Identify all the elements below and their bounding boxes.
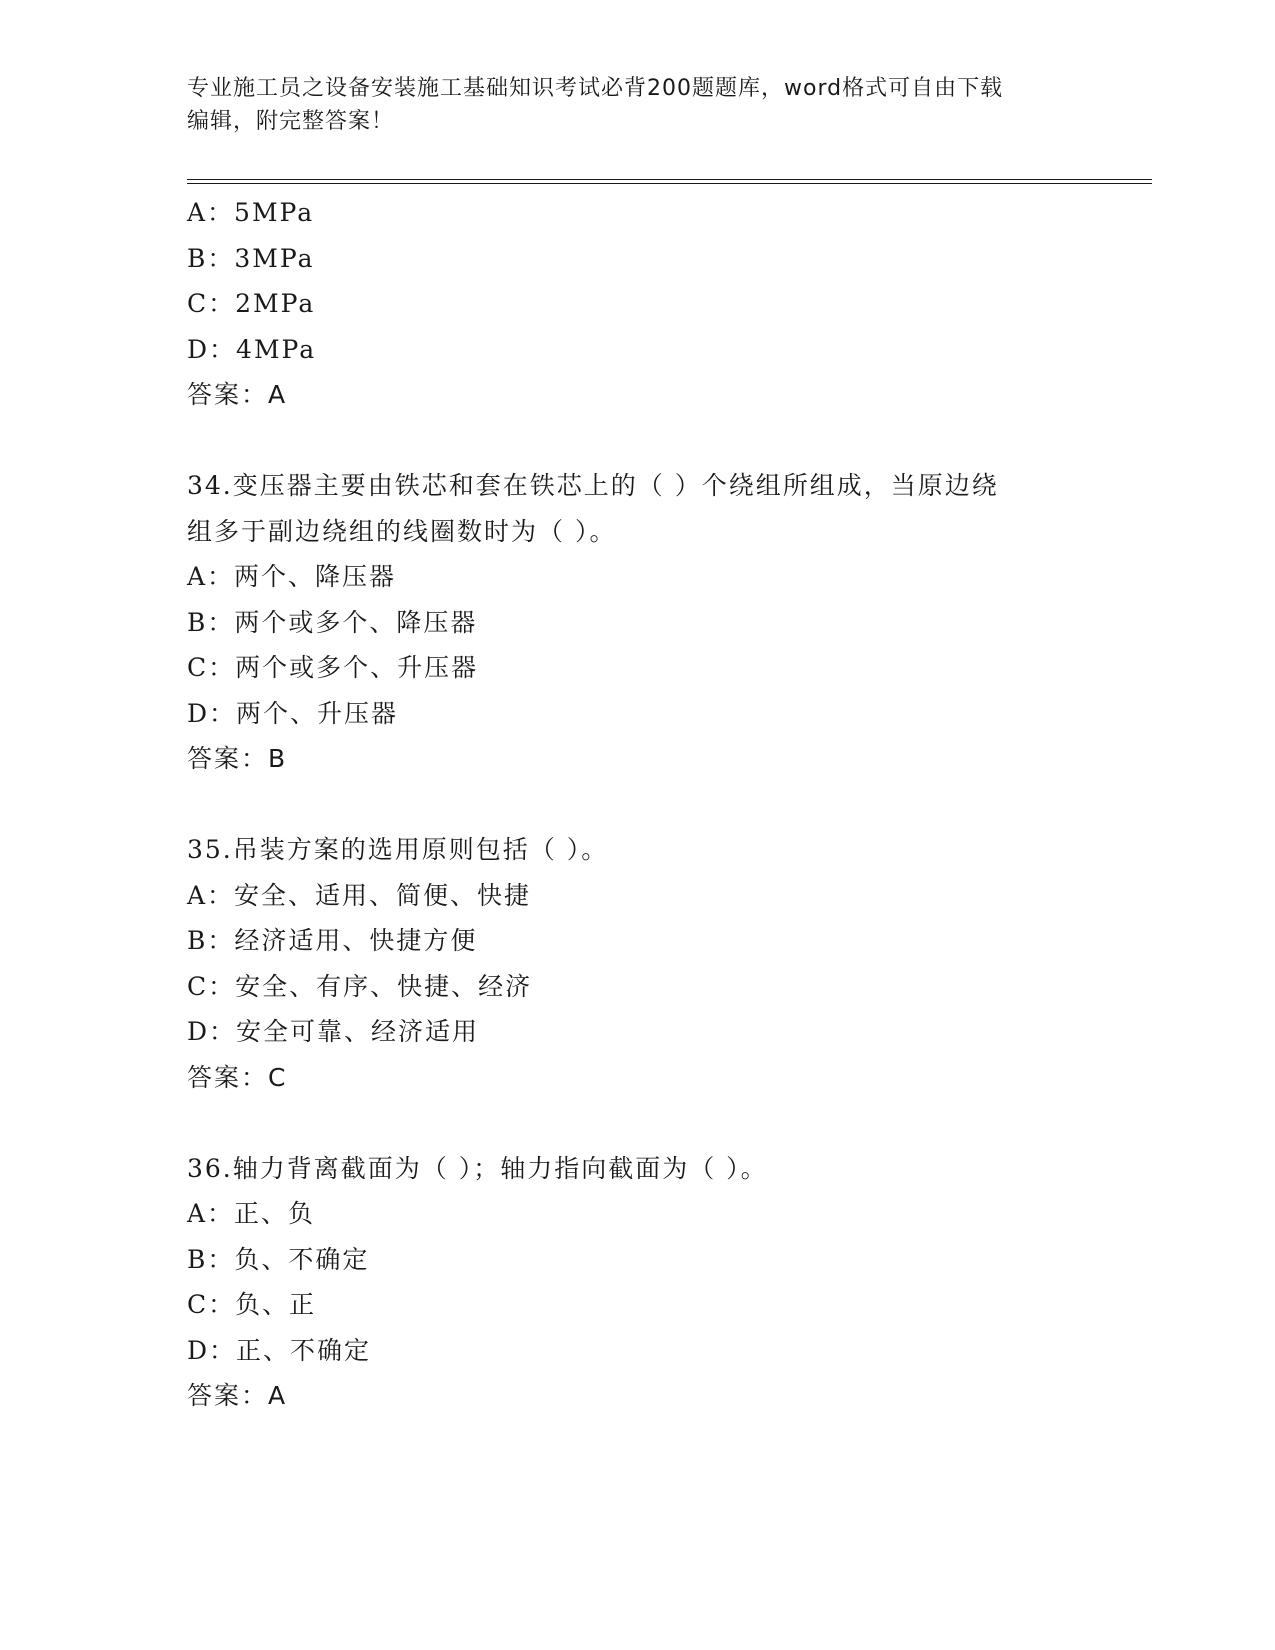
question-stem: 34.变压器主要由铁芯和套在铁芯上的（ ）个绕组所组成，当原边绕 <box>187 471 999 500</box>
option-a: A：两个、降压器 <box>187 562 397 591</box>
option-c: C：安全、有序、快捷、经济 <box>187 971 533 1001</box>
question-stem: 36.轴力背离截面为（ ）；轴力指向截面为（ ）。 <box>187 1153 768 1183</box>
document-header <box>187 72 1087 138</box>
option-b: B：经济适用、快捷方便 <box>187 926 478 955</box>
answer: 答案：C <box>187 1062 288 1092</box>
option-a: A：5MPa <box>187 198 315 227</box>
question-stem: 35.吊装方案的选用原则包括（ ）。 <box>187 835 609 864</box>
option-c: C：负、正 <box>187 1290 317 1319</box>
option-d: D：4MPa <box>187 334 317 364</box>
question-34 <box>187 463 1087 782</box>
option-b: B：两个或多个、降压器 <box>187 607 478 637</box>
answer: 答案：B <box>187 744 288 773</box>
question-35 <box>187 827 1087 1100</box>
option-c: C：2MPa <box>187 289 316 318</box>
option-b: B：3MPa <box>187 243 315 273</box>
answer: 答案：A <box>187 1381 288 1410</box>
spacer <box>187 418 1087 464</box>
spacer <box>187 1100 1087 1146</box>
spacer <box>187 782 1087 828</box>
option-d: D：正、不确定 <box>187 1335 372 1365</box>
answer: 答案：A <box>187 380 288 409</box>
option-c: C：两个或多个、升压器 <box>187 653 479 682</box>
question-list <box>187 190 1087 1419</box>
question-33 <box>187 190 1087 418</box>
option-a: A：正、负 <box>187 1199 316 1228</box>
question-36 <box>187 1146 1087 1419</box>
option-b: B：负、不确定 <box>187 1244 370 1274</box>
option-d: D：安全可靠、经济适用 <box>187 1017 480 1046</box>
header-line-1: 专业施工员之设备安装施工基础知识考试必背200题题库，word格式可自由下载 <box>187 76 1004 101</box>
header-divider-bottom <box>187 183 1152 184</box>
header-divider-top <box>187 179 1152 180</box>
header-line-2: 编辑，附完整答案！ <box>187 109 395 134</box>
option-a: A：安全、适用、简便、快捷 <box>187 880 532 910</box>
question-stem-continued: 组多于副边绕组的线圈数时为（ ）。 <box>187 516 617 546</box>
option-d: D：两个、升压器 <box>187 698 399 728</box>
